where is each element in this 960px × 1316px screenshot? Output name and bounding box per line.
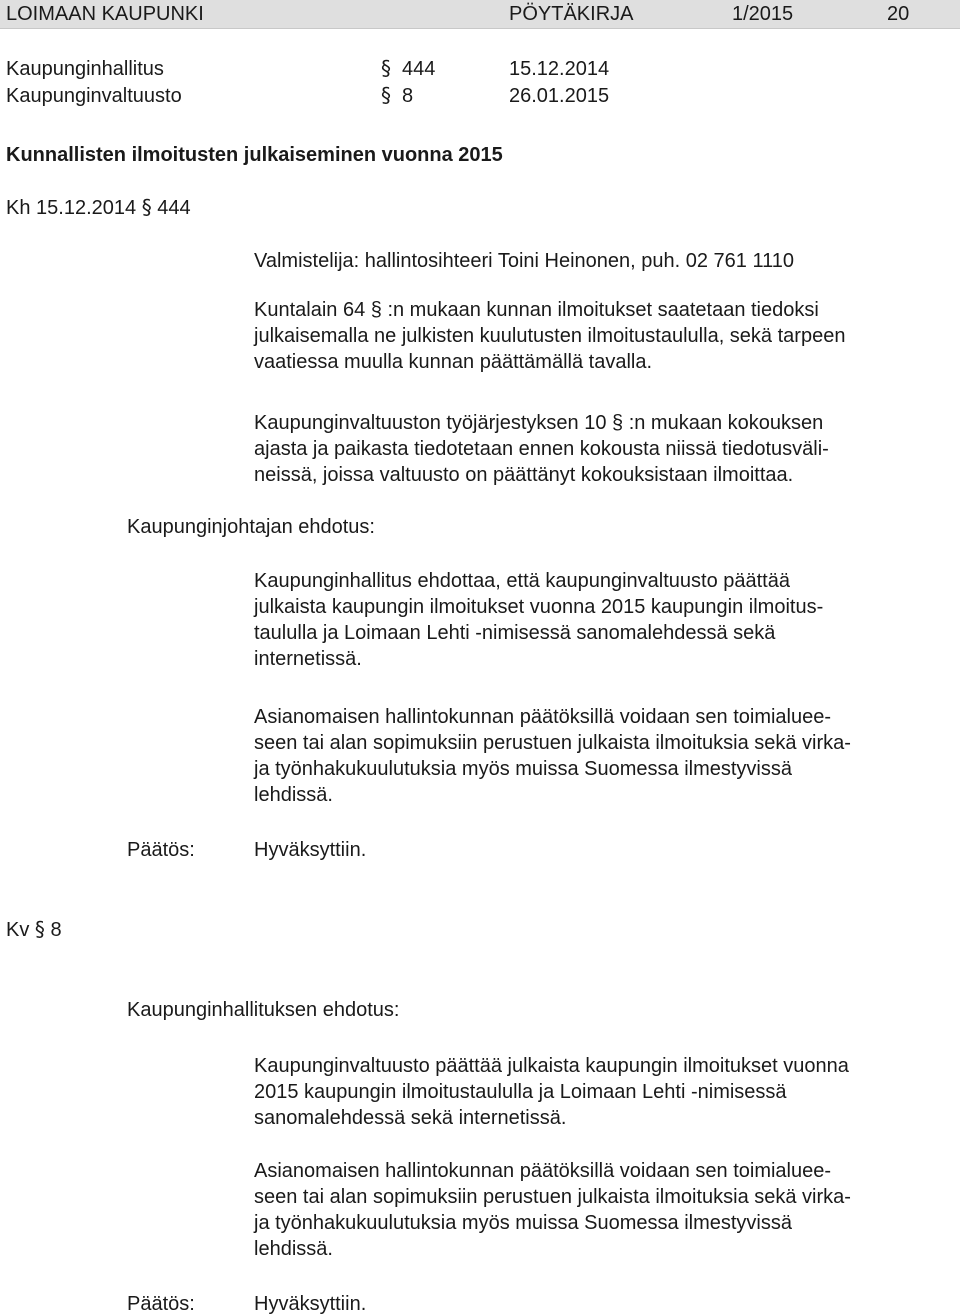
- kh-proposal-2: [254, 704, 954, 808]
- body-name: Kaupunginvaltuusto: [6, 85, 182, 107]
- text-line: julkaista kaupungin ilmoitukset vuonna 2015 kaupungin ilmoitus-: [254, 596, 824, 618]
- body-section: 8: [402, 85, 414, 107]
- kv-reference: [6, 919, 62, 940]
- text-line: ajasta ja paikasta tiedotetaan ennen kokousta niissä tiedotusväli-: [254, 438, 829, 460]
- page-title: Kunnallisten ilmoitusten julkaiseminen vuonna 2015: [6, 144, 503, 166]
- preparer-line: Valmistelija: hallintosihteeri Toini Heinonen, puh. 02 761 1110: [254, 250, 794, 272]
- kv-decision: Hyväksyttiin.: [254, 1293, 367, 1315]
- text-line: Kuntalain 64 § :n mukaan kunnan ilmoitukset saatetaan tiedoksi: [254, 299, 819, 321]
- text-line: Kaupunginvaltuuston työjärjestyksen 10 § :n mukaan kokouksen: [254, 412, 824, 434]
- text-line: Kaupunginhallitus ehdottaa, että kaupunginvaltuusto päättää: [254, 570, 790, 592]
- text-line: 2015 kaupungin ilmoitustaululla ja Loimaan Lehti -nimisessä: [254, 1081, 787, 1103]
- kv-proposal: [254, 1053, 954, 1131]
- text-line: neissä, joissa valtuusto on päättänyt kokouksistaan ilmoittaa.: [254, 464, 794, 486]
- kv-proposal-2: [254, 1158, 954, 1262]
- kh-ref-prefix: Kh 15.12.2014: [6, 197, 137, 219]
- body-date: 15.12.2014: [509, 58, 610, 80]
- body-date: 26.01.2015: [509, 85, 610, 107]
- text-line: seen tai alan sopimuksiin perustuen julkaista ilmoituksia sekä virka-: [254, 732, 851, 754]
- kv-decision-label: Päätös:: [127, 1293, 195, 1315]
- body-section: 444: [402, 58, 436, 80]
- text-line: internetissä.: [254, 648, 362, 670]
- text-line: lehdissä.: [254, 784, 333, 806]
- kv-ref-section: 8: [50, 919, 62, 941]
- kh-proposal-label: Kaupunginjohtajan ehdotus:: [127, 516, 375, 538]
- kh-paragraph-2: [254, 410, 954, 488]
- text-line: seen tai alan sopimuksiin perustuen julkaista ilmoituksia sekä virka-: [254, 1186, 851, 1208]
- text-line: Asianomaisen hallintokunnan päätöksillä voidaan sen toimialuee-: [254, 1160, 832, 1182]
- text-line: Kaupunginvaltuusto päättää julkaista kaupungin ilmoitukset vuonna: [254, 1055, 849, 1077]
- text-line: ja työnhakukuulutuksia myös muissa Suomessa ilmestyvissä: [254, 1212, 792, 1234]
- org-name: LOIMAAN KAUPUNKI: [6, 3, 204, 25]
- kh-ref-section: 444: [157, 197, 191, 219]
- text-line: taululla ja Loimaan Lehti -nimisessä sanomalehdessä sekä: [254, 622, 776, 644]
- page-number: 20: [887, 3, 910, 25]
- doc-type: PÖYTÄKIRJA: [509, 3, 634, 25]
- section-sign-icon: §: [381, 56, 391, 80]
- text-line: lehdissä.: [254, 1238, 333, 1260]
- doc-number: 1/2015: [732, 3, 794, 25]
- text-line: Asianomaisen hallintokunnan päätöksillä voidaan sen toimialuee-: [254, 706, 832, 728]
- section-sign-icon: §: [141, 195, 152, 219]
- section-sign-icon: §: [34, 917, 45, 941]
- kv-ref-prefix: Kv: [6, 919, 30, 941]
- text-line: vaatiessa muulla kunnan päättämällä tavalla.: [254, 351, 653, 373]
- text-line: ja työnhakukuulutuksia myös muissa Suomessa ilmestyvissä: [254, 758, 792, 780]
- kh-paragraph-1: [254, 297, 954, 375]
- kh-decision-label: Päätös:: [127, 839, 195, 861]
- kh-reference: [6, 197, 191, 218]
- body-name: Kaupunginhallitus: [6, 58, 164, 80]
- text-line: julkaisemalla ne julkisten kuulutusten ilmoitustaululla, sekä tarpeen: [254, 325, 846, 347]
- kh-decision: Hyväksyttiin.: [254, 839, 367, 861]
- section-sign-icon: §: [381, 83, 391, 107]
- kh-proposal: [254, 568, 954, 672]
- text-line: sanomalehdessä sekä internetissä.: [254, 1107, 567, 1129]
- kv-proposal-label: Kaupunginhallituksen ehdotus:: [127, 999, 400, 1021]
